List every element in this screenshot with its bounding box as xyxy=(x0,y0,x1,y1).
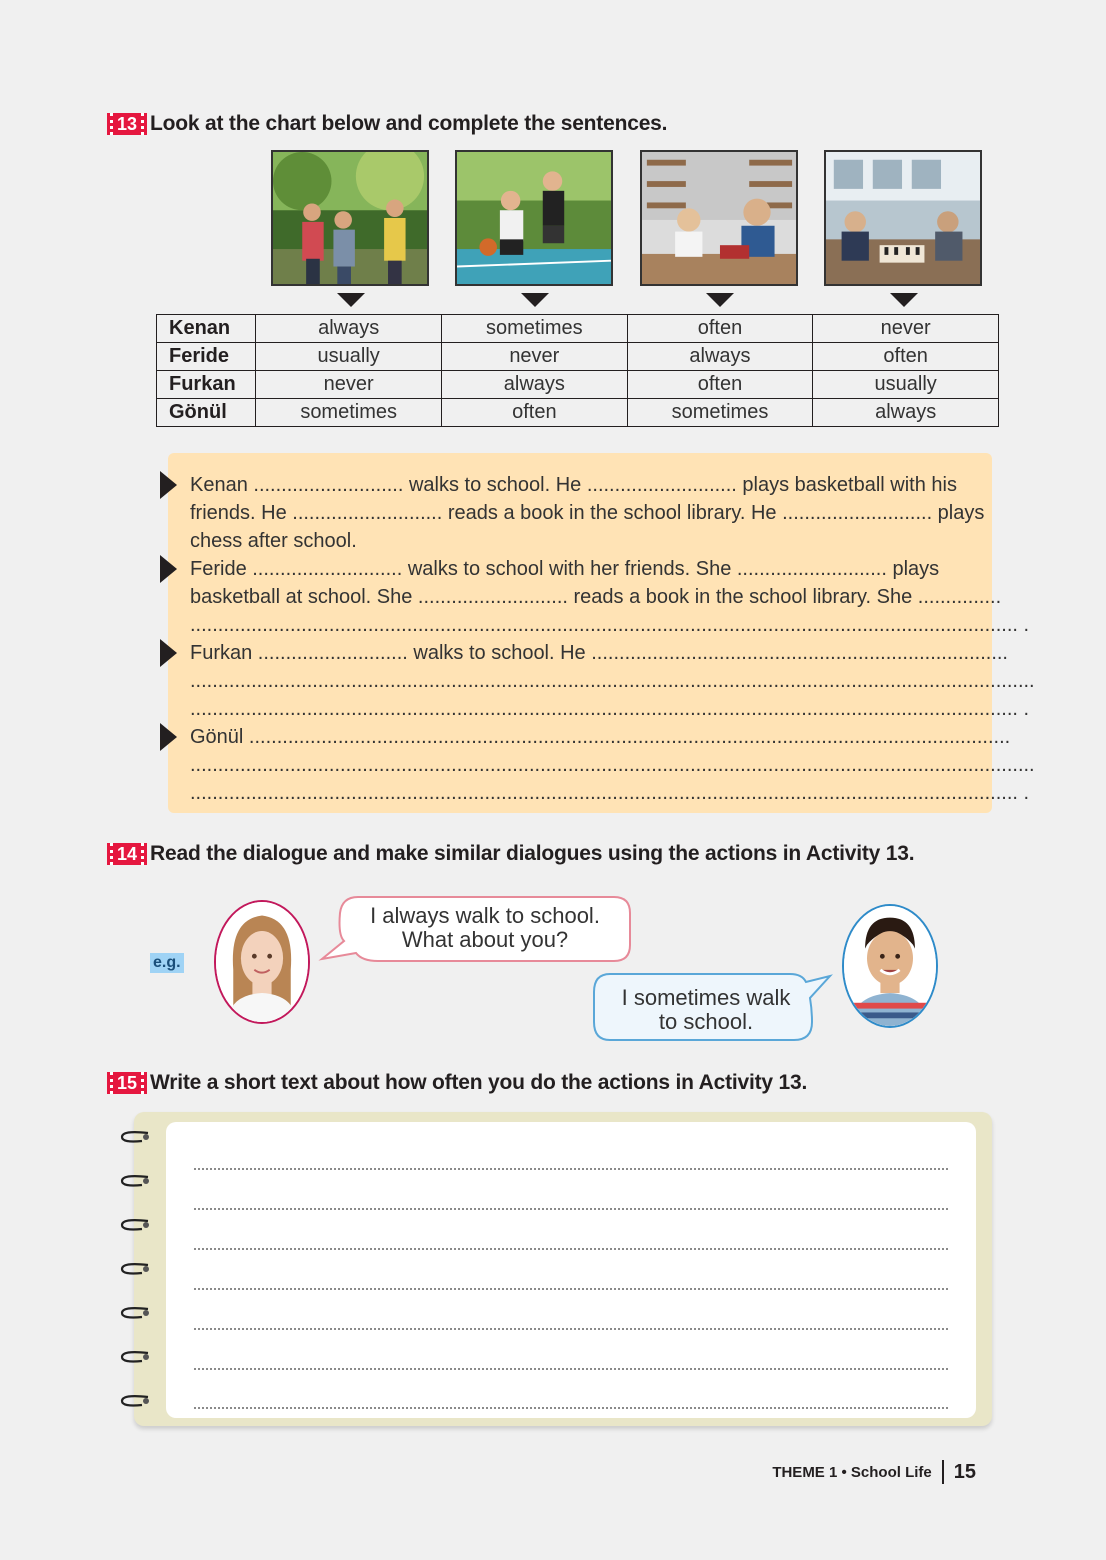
table-cell: never xyxy=(256,371,442,399)
table-cell: often xyxy=(442,399,628,427)
table-cell: often xyxy=(813,343,999,371)
bubble-line: What about you? xyxy=(401,927,569,952)
spiral-ring-icon xyxy=(118,1218,152,1232)
triangle-bullet-icon xyxy=(160,555,177,583)
table-cell: usually xyxy=(256,343,442,371)
bubble-line: I sometimes walk xyxy=(621,985,791,1010)
table-cell: sometimes xyxy=(256,399,442,427)
activity-title: Write a short text about how often you do the actions in Activity 13. xyxy=(150,1071,808,1094)
table-row xyxy=(157,371,999,399)
triangle-bullet-icon xyxy=(160,471,177,499)
library-reading-photo xyxy=(640,150,798,286)
table-row xyxy=(157,399,999,427)
table-cell: always xyxy=(627,343,813,371)
activity-title: Look at the chart below and complete the sentences. xyxy=(150,112,668,135)
fill-in-line[interactable]: ..................................................................................................................................................... . xyxy=(190,698,1030,720)
table-row xyxy=(157,315,999,343)
page-number: 15 xyxy=(953,1460,976,1483)
theme-label: THEME 1 • School Life xyxy=(772,1463,932,1481)
speech-bubble-text xyxy=(340,904,630,952)
table-cell-name: Kenan xyxy=(157,315,256,343)
speech-bubble-text xyxy=(596,986,816,1034)
table-cell: sometimes xyxy=(627,399,813,427)
fill-in-line[interactable]: Kenan ........................... walks to school. He ........................... plays basketball with his xyxy=(190,474,957,496)
writing-line[interactable] xyxy=(194,1368,948,1370)
spiral-ring-icon xyxy=(118,1306,152,1320)
table-cell-name: Feride xyxy=(157,343,256,371)
table-cell-name: Gönül xyxy=(157,399,256,427)
bubble-line: I always walk to school. xyxy=(370,903,600,928)
activity-14-heading xyxy=(110,839,914,869)
table-cell: always xyxy=(442,371,628,399)
table-cell: usually xyxy=(813,371,999,399)
notebook-page[interactable] xyxy=(166,1122,976,1418)
spiral-ring-icon xyxy=(118,1174,152,1188)
activity-15-heading xyxy=(110,1068,807,1098)
chevron-down-icon xyxy=(521,293,549,307)
table-cell: never xyxy=(813,315,999,343)
fill-in-line[interactable]: basketball at school. She ........................... reads a book in the school library. She ............... xyxy=(190,586,1002,608)
triangle-bullet-icon xyxy=(160,639,177,667)
activity-number-badge: 15 xyxy=(110,1072,144,1094)
table-cell: never xyxy=(442,343,628,371)
table-cell: often xyxy=(627,371,813,399)
fill-in-line: chess after school. xyxy=(190,530,357,552)
frequency-table xyxy=(156,314,999,427)
spiral-ring-icon xyxy=(118,1394,152,1408)
girl-avatar xyxy=(214,900,310,1024)
writing-line[interactable] xyxy=(194,1208,948,1210)
fill-in-line[interactable]: ..................................................................................................................................................... . xyxy=(190,782,1030,804)
activity-number-badge: 13 xyxy=(110,113,144,135)
fill-in-line[interactable]: ........................................................................................................................................................ xyxy=(190,754,1035,776)
fill-in-line[interactable]: friends. He ........................... reads a book in the school library. He ........................... plays xyxy=(190,502,985,524)
example-tag: e.g. xyxy=(150,953,184,973)
table-cell: always xyxy=(256,315,442,343)
writing-line[interactable] xyxy=(194,1328,948,1330)
page-footer xyxy=(772,1460,976,1484)
triangle-bullet-icon xyxy=(160,723,177,751)
chevron-down-icon xyxy=(337,293,365,307)
table-cell-name: Furkan xyxy=(157,371,256,399)
writing-line[interactable] xyxy=(194,1168,948,1170)
table-cell: often xyxy=(627,315,813,343)
bubble-line: to school. xyxy=(658,1009,754,1034)
fill-in-line[interactable]: Feride ........................... walks to school with her friends. She ........................... plays xyxy=(190,558,940,580)
activity-title: Read the dialogue and make similar dialogues using the actions in Activity 13. xyxy=(150,842,915,865)
writing-line[interactable] xyxy=(194,1248,948,1250)
spiral-ring-icon xyxy=(118,1262,152,1276)
spiral-ring-icon xyxy=(118,1130,152,1144)
fill-in-line[interactable]: ........................................................................................................................................................ xyxy=(190,670,1035,692)
basketball-photo xyxy=(455,150,613,286)
chevron-down-icon xyxy=(890,293,918,307)
activity-number-badge: 14 xyxy=(110,843,144,865)
table-row xyxy=(157,343,999,371)
chess-photo xyxy=(824,150,982,286)
writing-line[interactable] xyxy=(194,1407,948,1409)
activity-13-heading xyxy=(110,109,667,139)
table-cell: always xyxy=(813,399,999,427)
table-cell: sometimes xyxy=(442,315,628,343)
spiral-ring-icon xyxy=(118,1350,152,1364)
fill-in-line[interactable]: Gönül ......................................................................................................................................... xyxy=(190,726,1011,748)
footer-divider xyxy=(942,1460,944,1484)
boy-avatar xyxy=(842,904,938,1028)
chevron-down-icon xyxy=(706,293,734,307)
fill-in-line[interactable]: Furkan ........................... walks to school. He ........................................................................... xyxy=(190,642,1008,664)
writing-line[interactable] xyxy=(194,1288,948,1290)
fill-in-line[interactable]: ..................................................................................................................................................... . xyxy=(190,614,1030,636)
walking-friends-photo xyxy=(271,150,429,286)
